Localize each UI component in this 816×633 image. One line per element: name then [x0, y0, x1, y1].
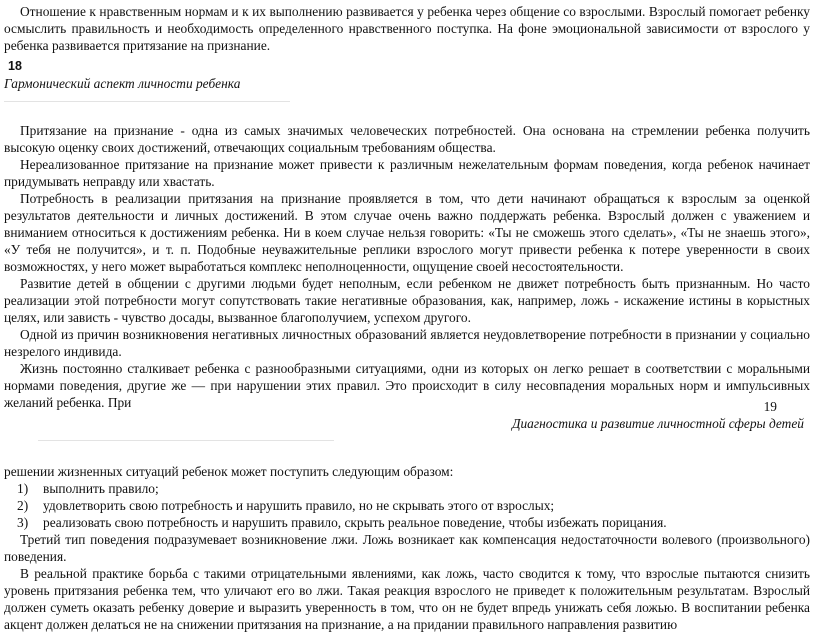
page-body-18 [4, 122, 810, 411]
body-paragraph: Нереализованное притязание на признание может привести к различным нежелательным формам поведения, когда ребенок начинает придумывать неправду или хвастать. [4, 157, 810, 189]
page-body-19 [4, 463, 810, 633]
behavior-list [4, 480, 810, 531]
list-item: 2) удовлетворить свою потребность и нарушить правило, но не скрывать этого от взрослых; [17, 498, 555, 513]
list-item: 3) реализовать свою потребность и нарушить правило, скрыть реальное поведение, чтобы избежать порицания. [17, 515, 667, 530]
body-paragraph: Отношение к нравственным нормам и к их выполнению развивается у ребенка через общение со взрослыми. Взрослый помогает ребенку осмыслить правильность и необходимость определенного нравственного поступка. На фоне эмоциональной зависимости от взрослого у ребенка развивается притязание на признание. [4, 4, 810, 53]
page-header-19 [4, 398, 810, 432]
running-head: Диагностика и развитие личностной сферы детей [511, 416, 804, 431]
body-paragraph: В реальной практике борьба с такими отрицательными явлениями, как ложь, часто сводится к тому, что взрослые пытаются снизить уровень притязания ребенка тем, что уличают его во лжи. Такая реакция взрослого не приведет к положительным результатам. Взрослый должен суметь оказать ребенку доверие и выразить уверенность в том, что он не будет впредь унижать себя ложью. В воспитании ребенка акцент должен делаться не на снижении притязания на признание, а на придании правильного направления развитию [4, 566, 810, 632]
body-paragraph: Жизнь постоянно сталкивает ребенка с разнообразными ситуациями, одни из которых он легко решает в соответствии с моральными нормами поведения, другие же — при нарушении этих правил. Это происходит в силу несовпадения моральных норм и импульсивных желаний ребенка. При [4, 361, 810, 410]
body-paragraph: Одной из причин возникновения негативных личностных образований является неудовлетворение потребности в признании у социально незрелого индивида. [4, 327, 810, 359]
running-head: Гармонический аспект личности ребенка [4, 76, 241, 91]
body-paragraph: Потребность в реализации притязания на признание проявляется в том, что дети начинают обращаться к взрослым за оценкой результатов деятельности и личных достижений. В этом случае очень важно поддержать ребенка. Взрослый должен с уважением и вниманием относиться к достижениям ребенка. Ни в коем случае нельзя говорить: «Ты не сможешь этого сделать», «Ты не знаешь этого», «У тебя не получится», и т. п. Подобные неуважительные реплики взрослого могут привести ребенка к потере уверенности в своих возможностях, у него может выработаться комплекс неполноценности, ощущение своей несостоятельности. [4, 191, 810, 274]
page-header-18 [4, 58, 810, 92]
body-paragraph: Притязание на признание - одна из самых значимых человеческих потребностей. Она основана на стремлении ребенка получить высокую оценку своих достижений, отвечающих социальным требованиям общества. [4, 123, 810, 155]
header-divider [4, 101, 290, 102]
page-fragment-top [4, 3, 810, 54]
page-number: 19 [763, 399, 777, 414]
body-paragraph: решении жизненных ситуаций ребенок может поступить следующим образом: [4, 464, 454, 479]
header-divider [38, 440, 334, 441]
body-paragraph: Третий тип поведения подразумевает возникновение лжи. Ложь возникает как компенсация недостаточности волевого (произвольного) поведения. [4, 532, 810, 564]
list-item: 1) выполнить правило; [17, 481, 159, 496]
page-number: 18 [8, 59, 22, 73]
body-paragraph: Развитие детей в общении с другими людьми будет неполным, если ребенком не движет потребность быть признанным. Но часто реализации этой потребности могут сопутствовать такие негативные образования, как, например, ложь - искажение истины в корыстных целях, или зависть - чувство досады, вызванное благополучием, успехом другого. [4, 276, 810, 325]
